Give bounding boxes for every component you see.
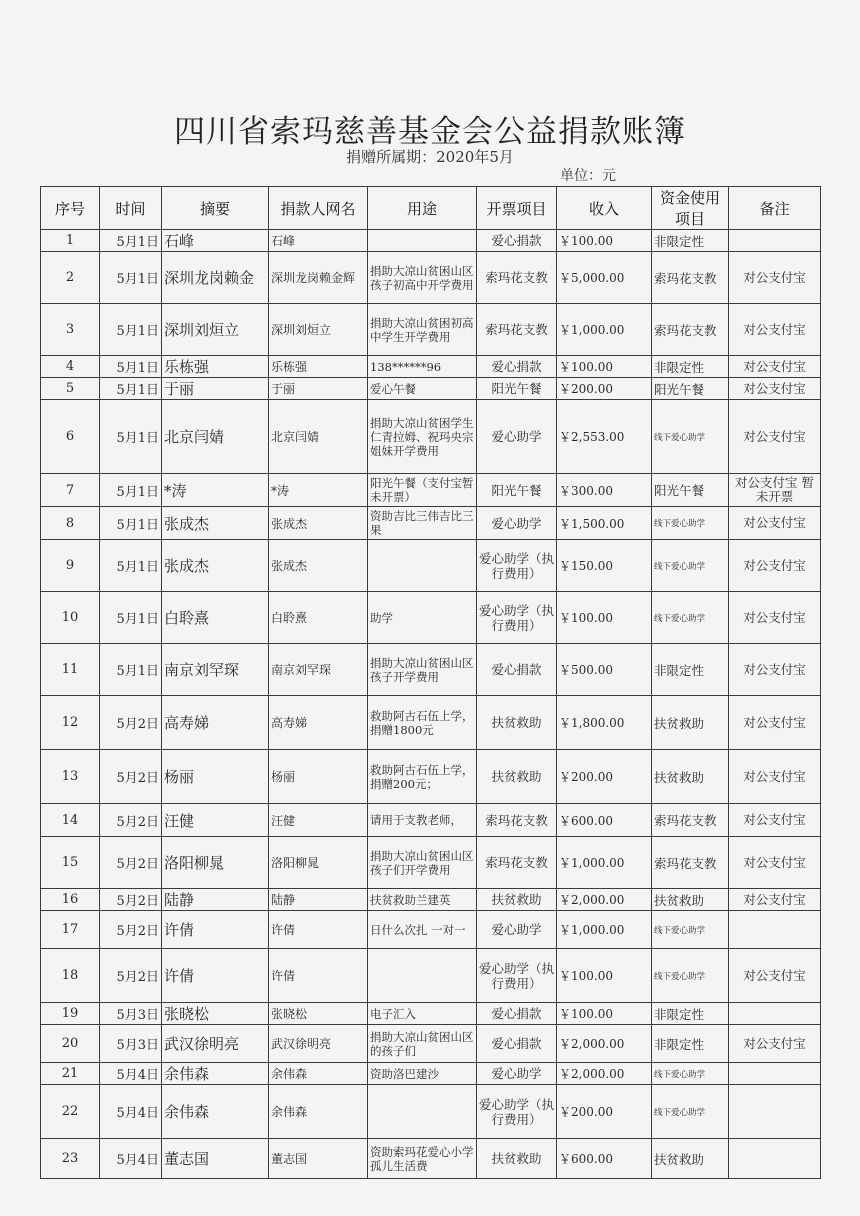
row-purpose: 捐助大凉山贫困山区孩子们开学费用 bbox=[368, 837, 477, 889]
row-invoice-item: 爱心助学 bbox=[477, 911, 557, 949]
row-donor: 许倩 bbox=[269, 911, 368, 949]
row-remarks bbox=[729, 230, 821, 252]
row-fund-use: 非限定性 bbox=[652, 644, 729, 696]
row-date: 5月3日 bbox=[100, 1003, 162, 1025]
row-donor: 张成杰 bbox=[269, 507, 368, 540]
row-number: 22 bbox=[41, 1085, 100, 1139]
row-date: 5月1日 bbox=[100, 356, 162, 378]
row-summary: 乐栋强 bbox=[162, 356, 269, 378]
row-number: 1 bbox=[41, 230, 100, 252]
table-row bbox=[41, 837, 821, 889]
row-fund-use: 扶贫救助 bbox=[652, 696, 729, 750]
row-invoice-item: 扶贫救助 bbox=[477, 889, 557, 911]
row-number: 8 bbox=[41, 507, 100, 540]
row-fund-use: 线下爱心助学 bbox=[652, 949, 729, 1003]
row-date: 5月4日 bbox=[100, 1063, 162, 1085]
row-invoice-item: 爱心捐款 bbox=[477, 1003, 557, 1025]
col-header-income: 收入 bbox=[557, 187, 652, 230]
row-date: 5月2日 bbox=[100, 949, 162, 1003]
row-date: 5月1日 bbox=[100, 230, 162, 252]
row-date: 5月1日 bbox=[100, 592, 162, 644]
table-row bbox=[41, 592, 821, 644]
row-remarks bbox=[729, 1139, 821, 1179]
row-purpose: 助学 bbox=[368, 592, 477, 644]
row-number: 10 bbox=[41, 592, 100, 644]
row-date: 5月1日 bbox=[100, 507, 162, 540]
table-row bbox=[41, 1085, 821, 1139]
row-invoice-item: 索玛花支教 bbox=[477, 252, 557, 304]
row-donor: 许倩 bbox=[269, 949, 368, 1003]
col-header-no: 序号 bbox=[41, 187, 100, 230]
col-header-fund-use: 资金使用项目 bbox=[652, 187, 729, 230]
row-number: 7 bbox=[41, 474, 100, 507]
row-purpose bbox=[368, 1085, 477, 1139]
row-number: 13 bbox=[41, 750, 100, 804]
col-header-remarks: 备注 bbox=[729, 187, 821, 230]
row-purpose: 捐助大凉山贫困学生仁青拉姆、祝玛央宗姐妹开学费用 bbox=[368, 400, 477, 474]
row-invoice-item: 爱心助学（执行费用） bbox=[477, 540, 557, 592]
table-row bbox=[41, 804, 821, 837]
row-remarks bbox=[729, 1003, 821, 1025]
table-row bbox=[41, 750, 821, 804]
row-invoice-item: 爱心捐款 bbox=[477, 230, 557, 252]
row-number: 19 bbox=[41, 1003, 100, 1025]
row-fund-use: 线下爱心助学 bbox=[652, 507, 729, 540]
row-purpose: 爱心午餐 bbox=[368, 378, 477, 400]
row-date: 5月1日 bbox=[100, 474, 162, 507]
row-fund-use: 扶贫救助 bbox=[652, 889, 729, 911]
row-invoice-item: 爱心助学（执行费用） bbox=[477, 1085, 557, 1139]
row-remarks: 对公支付宝 bbox=[729, 592, 821, 644]
row-fund-use: 索玛花支教 bbox=[652, 252, 729, 304]
row-income-amount: ￥300.00 bbox=[557, 474, 652, 507]
row-purpose: 救助阿古石伍上学，捐赠1800元 bbox=[368, 696, 477, 750]
row-income-amount: ￥100.00 bbox=[557, 1003, 652, 1025]
row-date: 5月2日 bbox=[100, 696, 162, 750]
row-donor: 于丽 bbox=[269, 378, 368, 400]
row-donor: 白聆熹 bbox=[269, 592, 368, 644]
row-number: 14 bbox=[41, 804, 100, 837]
row-date: 5月1日 bbox=[100, 540, 162, 592]
row-date: 5月1日 bbox=[100, 400, 162, 474]
row-invoice-item: 爱心助学 bbox=[477, 507, 557, 540]
table-row bbox=[41, 1139, 821, 1179]
row-donor: 石峰 bbox=[269, 230, 368, 252]
row-number: 15 bbox=[41, 837, 100, 889]
row-remarks: 对公支付宝 bbox=[729, 1025, 821, 1063]
row-invoice-item: 爱心助学（执行费用） bbox=[477, 592, 557, 644]
col-header-summary: 摘要 bbox=[162, 187, 269, 230]
row-number: 9 bbox=[41, 540, 100, 592]
row-fund-use: 线下爱心助学 bbox=[652, 592, 729, 644]
row-number: 6 bbox=[41, 400, 100, 474]
row-fund-use: 线下爱心助学 bbox=[652, 540, 729, 592]
row-invoice-item: 索玛花支教 bbox=[477, 837, 557, 889]
row-purpose: 资助吉比三伟吉比三果 bbox=[368, 507, 477, 540]
row-date: 5月1日 bbox=[100, 304, 162, 356]
row-fund-use: 非限定性 bbox=[652, 230, 729, 252]
col-header-purpose: 用途 bbox=[368, 187, 477, 230]
row-purpose: 请用于支教老师， bbox=[368, 804, 477, 837]
row-donor: 南京刘罕琛 bbox=[269, 644, 368, 696]
row-income-amount: ￥1,000.00 bbox=[557, 911, 652, 949]
table-row bbox=[41, 356, 821, 378]
row-remarks: 对公支付宝 暂未开票 bbox=[729, 474, 821, 507]
row-summary: 石峰 bbox=[162, 230, 269, 252]
row-invoice-item: 爱心助学 bbox=[477, 400, 557, 474]
row-summary: 南京刘罕琛 bbox=[162, 644, 269, 696]
row-remarks: 对公支付宝 bbox=[729, 304, 821, 356]
row-donor: 陆静 bbox=[269, 889, 368, 911]
row-number: 12 bbox=[41, 696, 100, 750]
table-row bbox=[41, 304, 821, 356]
row-remarks: 对公支付宝 bbox=[729, 378, 821, 400]
row-income-amount: ￥2,553.00 bbox=[557, 400, 652, 474]
row-fund-use: 阳光午餐 bbox=[652, 474, 729, 507]
row-fund-use: 索玛花支教 bbox=[652, 804, 729, 837]
header-row bbox=[41, 187, 821, 230]
row-summary: 白聆熹 bbox=[162, 592, 269, 644]
row-purpose: 阳光午餐（支付宝暂未开票） bbox=[368, 474, 477, 507]
row-purpose: 捐助大凉山贫困山区孩子开学费用 bbox=[368, 644, 477, 696]
row-number: 4 bbox=[41, 356, 100, 378]
row-summary: 董志国 bbox=[162, 1139, 269, 1179]
row-donor: 北京闫婧 bbox=[269, 400, 368, 474]
row-fund-use: 线下爱心助学 bbox=[652, 911, 729, 949]
table-row bbox=[41, 696, 821, 750]
row-donor: 高寿娣 bbox=[269, 696, 368, 750]
row-donor: 张成杰 bbox=[269, 540, 368, 592]
row-fund-use: 非限定性 bbox=[652, 356, 729, 378]
row-summary: 深圳龙岗赖金 bbox=[162, 252, 269, 304]
row-summary: 张成杰 bbox=[162, 507, 269, 540]
row-income-amount: ￥600.00 bbox=[557, 804, 652, 837]
row-donor: 张晓松 bbox=[269, 1003, 368, 1025]
row-invoice-item: 阳光午餐 bbox=[477, 474, 557, 507]
table-row bbox=[41, 949, 821, 1003]
row-invoice-item: 阳光午餐 bbox=[477, 378, 557, 400]
row-remarks: 对公支付宝 bbox=[729, 837, 821, 889]
document-title: 四川省索玛慈善基金会公益捐款账簿 bbox=[174, 114, 686, 150]
row-date: 5月4日 bbox=[100, 1139, 162, 1179]
row-income-amount: ￥1,000.00 bbox=[557, 304, 652, 356]
row-purpose: 138******96 bbox=[368, 356, 477, 378]
row-remarks bbox=[729, 1063, 821, 1085]
row-income-amount: ￥1,000.00 bbox=[557, 837, 652, 889]
row-fund-use: 非限定性 bbox=[652, 1025, 729, 1063]
row-donor: 深圳刘烜立 bbox=[269, 304, 368, 356]
row-donor: 乐栋强 bbox=[269, 356, 368, 378]
row-fund-use: 索玛花支教 bbox=[652, 304, 729, 356]
row-invoice-item: 爱心捐款 bbox=[477, 1025, 557, 1063]
row-summary: 杨丽 bbox=[162, 750, 269, 804]
row-invoice-item: 扶贫救助 bbox=[477, 1139, 557, 1179]
row-remarks: 对公支付宝 bbox=[729, 750, 821, 804]
row-donor: *涛 bbox=[269, 474, 368, 507]
row-income-amount: ￥600.00 bbox=[557, 1139, 652, 1179]
ledger-body bbox=[41, 230, 821, 1179]
row-remarks: 对公支付宝 bbox=[729, 252, 821, 304]
row-donor: 汪健 bbox=[269, 804, 368, 837]
row-donor: 余伟森 bbox=[269, 1063, 368, 1085]
row-invoice-item: 扶贫救助 bbox=[477, 696, 557, 750]
row-date: 5月1日 bbox=[100, 252, 162, 304]
row-summary: 北京闫婧 bbox=[162, 400, 269, 474]
row-summary: 许倩 bbox=[162, 949, 269, 1003]
row-number: 11 bbox=[41, 644, 100, 696]
row-date: 5月3日 bbox=[100, 1025, 162, 1063]
row-summary: 余伟森 bbox=[162, 1085, 269, 1139]
col-header-donor: 捐款人网名 bbox=[269, 187, 368, 230]
table-row bbox=[41, 507, 821, 540]
row-purpose: 救助阿古石伍上学，捐赠200元； bbox=[368, 750, 477, 804]
table-row bbox=[41, 1003, 821, 1025]
row-purpose: 捐助大凉山贫困山区孩子初高中开学费用 bbox=[368, 252, 477, 304]
col-header-date: 时间 bbox=[100, 187, 162, 230]
table-row bbox=[41, 644, 821, 696]
table-row bbox=[41, 474, 821, 507]
row-income-amount: ￥1,500.00 bbox=[557, 507, 652, 540]
row-purpose bbox=[368, 230, 477, 252]
row-purpose: 资助洛巴建沙 bbox=[368, 1063, 477, 1085]
row-date: 5月1日 bbox=[100, 644, 162, 696]
row-fund-use: 非限定性 bbox=[652, 1003, 729, 1025]
table-row bbox=[41, 911, 821, 949]
row-invoice-item: 爱心助学（执行费用） bbox=[477, 949, 557, 1003]
row-remarks: 对公支付宝 bbox=[729, 949, 821, 1003]
row-remarks bbox=[729, 911, 821, 949]
row-number: 3 bbox=[41, 304, 100, 356]
row-number: 5 bbox=[41, 378, 100, 400]
table-row bbox=[41, 230, 821, 252]
row-fund-use: 线下爱心助学 bbox=[652, 1063, 729, 1085]
row-invoice-item: 爱心捐款 bbox=[477, 644, 557, 696]
row-summary: *涛 bbox=[162, 474, 269, 507]
row-income-amount: ￥1,800.00 bbox=[557, 696, 652, 750]
row-fund-use: 扶贫救助 bbox=[652, 1139, 729, 1179]
row-remarks: 对公支付宝 bbox=[729, 400, 821, 474]
row-remarks: 对公支付宝 bbox=[729, 540, 821, 592]
row-income-amount: ￥100.00 bbox=[557, 949, 652, 1003]
row-invoice-item: 扶贫救助 bbox=[477, 750, 557, 804]
row-remarks bbox=[729, 1085, 821, 1139]
row-purpose: 捐助大凉山贫困山区的孩子们 bbox=[368, 1025, 477, 1063]
currency-unit: 单位：元 bbox=[560, 168, 616, 184]
row-summary: 洛阳柳晁 bbox=[162, 837, 269, 889]
row-summary: 张晓松 bbox=[162, 1003, 269, 1025]
row-income-amount: ￥5,000.00 bbox=[557, 252, 652, 304]
row-remarks: 对公支付宝 bbox=[729, 644, 821, 696]
row-remarks: 对公支付宝 bbox=[729, 889, 821, 911]
table-row bbox=[41, 1063, 821, 1085]
row-number: 17 bbox=[41, 911, 100, 949]
row-donor: 洛阳柳晁 bbox=[269, 837, 368, 889]
row-number: 21 bbox=[41, 1063, 100, 1085]
row-income-amount: ￥200.00 bbox=[557, 1085, 652, 1139]
row-date: 5月2日 bbox=[100, 911, 162, 949]
row-purpose: 日什么次扎 一对一 bbox=[368, 911, 477, 949]
row-summary: 许倩 bbox=[162, 911, 269, 949]
row-income-amount: ￥500.00 bbox=[557, 644, 652, 696]
row-fund-use: 扶贫救助 bbox=[652, 750, 729, 804]
row-income-amount: ￥200.00 bbox=[557, 750, 652, 804]
row-number: 2 bbox=[41, 252, 100, 304]
row-date: 5月2日 bbox=[100, 889, 162, 911]
row-income-amount: ￥100.00 bbox=[557, 592, 652, 644]
row-purpose bbox=[368, 949, 477, 1003]
row-summary: 武汉徐明亮 bbox=[162, 1025, 269, 1063]
row-income-amount: ￥100.00 bbox=[557, 356, 652, 378]
row-purpose: 电子汇入 bbox=[368, 1003, 477, 1025]
row-fund-use: 阳光午餐 bbox=[652, 378, 729, 400]
donation-period: 捐赠所属期：2020年5月 bbox=[346, 148, 514, 166]
row-invoice-item: 索玛花支教 bbox=[477, 804, 557, 837]
row-donor: 深圳龙岗赖金辉 bbox=[269, 252, 368, 304]
row-remarks: 对公支付宝 bbox=[729, 804, 821, 837]
row-number: 18 bbox=[41, 949, 100, 1003]
row-number: 23 bbox=[41, 1139, 100, 1179]
row-summary: 陆静 bbox=[162, 889, 269, 911]
table-row bbox=[41, 378, 821, 400]
row-date: 5月2日 bbox=[100, 750, 162, 804]
table-row bbox=[41, 540, 821, 592]
row-number: 20 bbox=[41, 1025, 100, 1063]
row-date: 5月2日 bbox=[100, 804, 162, 837]
table-row bbox=[41, 889, 821, 911]
row-income-amount: ￥2,000.00 bbox=[557, 889, 652, 911]
row-date: 5月4日 bbox=[100, 1085, 162, 1139]
row-income-amount: ￥2,000.00 bbox=[557, 1063, 652, 1085]
row-income-amount: ￥200.00 bbox=[557, 378, 652, 400]
row-fund-use: 线下爱心助学 bbox=[652, 400, 729, 474]
table-row bbox=[41, 252, 821, 304]
row-summary: 汪健 bbox=[162, 804, 269, 837]
row-donor: 武汉徐明亮 bbox=[269, 1025, 368, 1063]
row-date: 5月1日 bbox=[100, 378, 162, 400]
row-invoice-item: 索玛花支教 bbox=[477, 304, 557, 356]
row-purpose: 扶贫救助兰建英 bbox=[368, 889, 477, 911]
donation-ledger-table bbox=[40, 186, 821, 1179]
row-remarks: 对公支付宝 bbox=[729, 696, 821, 750]
row-fund-use: 线下爱心助学 bbox=[652, 1085, 729, 1139]
row-invoice-item: 爱心捐款 bbox=[477, 356, 557, 378]
row-summary: 深圳刘烜立 bbox=[162, 304, 269, 356]
row-income-amount: ￥150.00 bbox=[557, 540, 652, 592]
row-income-amount: ￥2,000.00 bbox=[557, 1025, 652, 1063]
row-donor: 杨丽 bbox=[269, 750, 368, 804]
row-summary: 余伟森 bbox=[162, 1063, 269, 1085]
table-row bbox=[41, 400, 821, 474]
row-donor: 董志国 bbox=[269, 1139, 368, 1179]
row-income-amount: ￥100.00 bbox=[557, 230, 652, 252]
row-fund-use: 索玛花支教 bbox=[652, 837, 729, 889]
row-summary: 于丽 bbox=[162, 378, 269, 400]
row-remarks: 对公支付宝 bbox=[729, 356, 821, 378]
row-number: 16 bbox=[41, 889, 100, 911]
row-summary: 张成杰 bbox=[162, 540, 269, 592]
row-invoice-item: 爱心助学 bbox=[477, 1063, 557, 1085]
row-summary: 高寿娣 bbox=[162, 696, 269, 750]
table-row bbox=[41, 1025, 821, 1063]
row-donor: 余伟森 bbox=[269, 1085, 368, 1139]
row-date: 5月2日 bbox=[100, 837, 162, 889]
row-purpose bbox=[368, 540, 477, 592]
row-purpose: 捐助大凉山贫困初高中学生开学费用 bbox=[368, 304, 477, 356]
row-purpose: 资助索玛花爱心小学孤儿生活费 bbox=[368, 1139, 477, 1179]
col-header-invoice-item: 开票项目 bbox=[477, 187, 557, 230]
row-remarks: 对公支付宝 bbox=[729, 507, 821, 540]
